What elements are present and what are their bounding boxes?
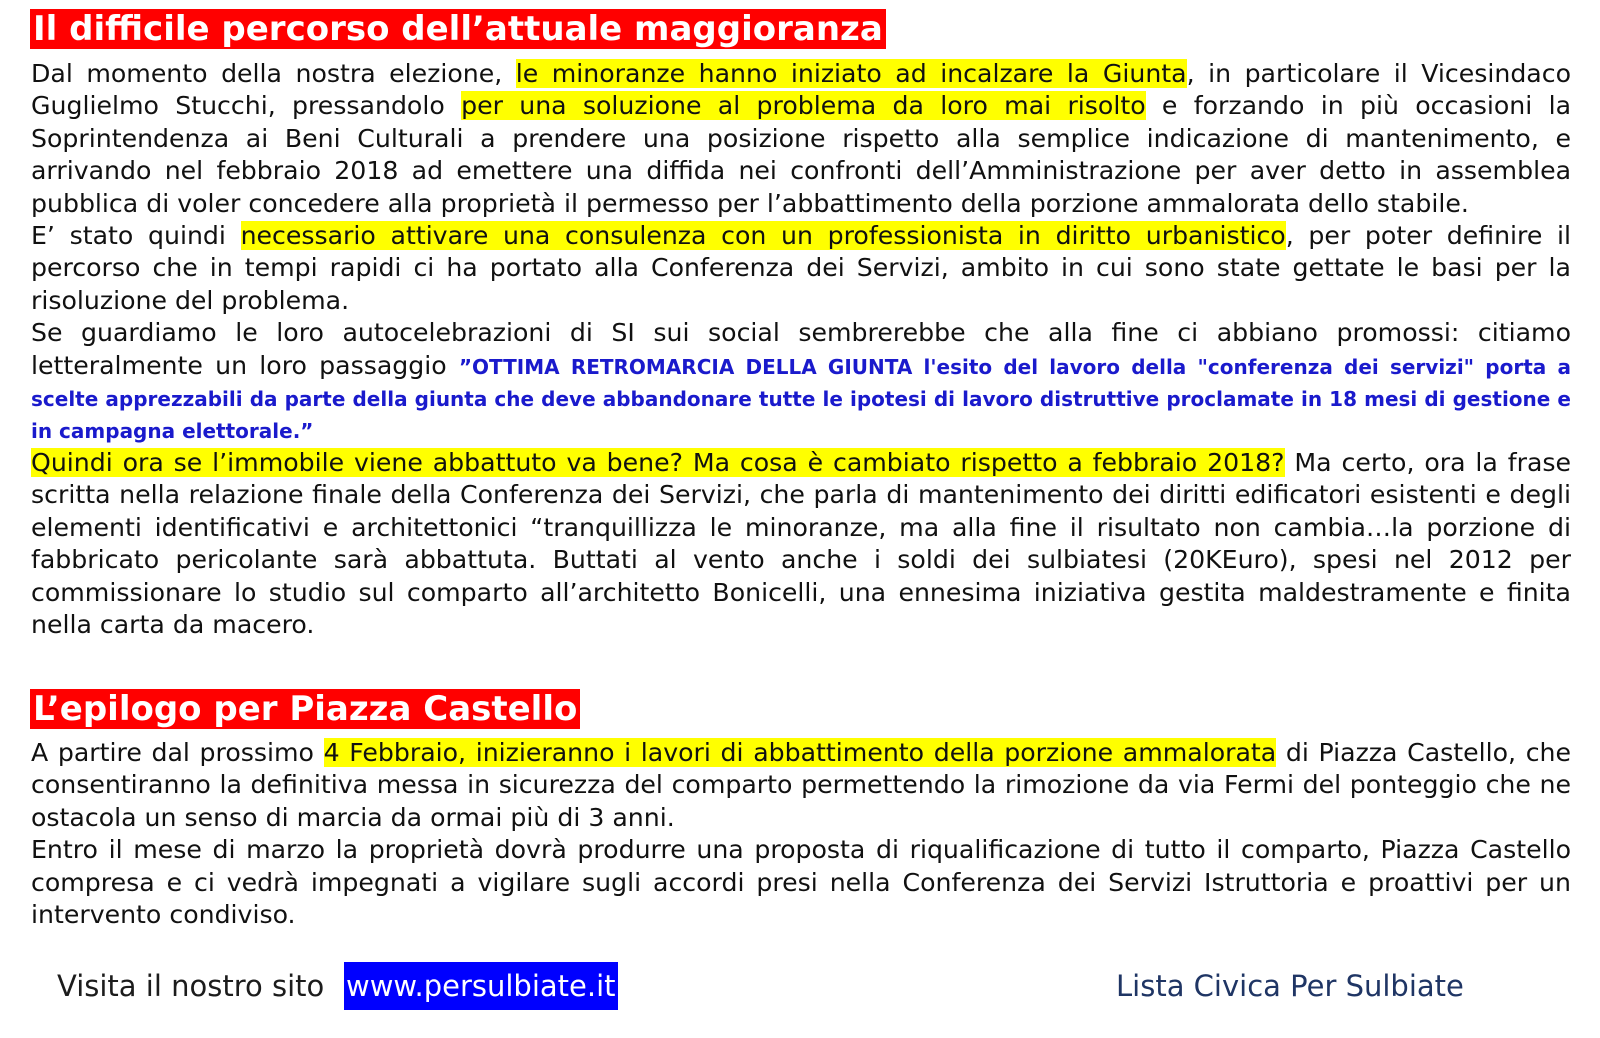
highlighted-text: le minoranze hanno iniziato ad incalzare la Giunta (515, 59, 1187, 88)
paragraph-text: E’ stato quindi (31, 221, 241, 251)
paragraph-text: Entro il mese di marzo la proprietà dovrà produrre una proposta di riqualificazione di tutto il comparto, Piazza Castello compresa e ci vedrà impegnati a vigilare sugli accordi presi nella Conferenza dei Servizi Istruttoria e proattivi per un intervento condiviso. (31, 835, 1571, 930)
section2-paragraph-1 (31, 737, 1571, 834)
highlighted-text: 4 Febbraio, inizieranno i lavori di abbattimento della porzione ammalorata (323, 738, 1277, 767)
paragraph-text: A partire dal prossimo (31, 738, 324, 767)
section2-heading-text: L’epilogo per Piazza Castello (30, 689, 580, 729)
section1-heading (30, 8, 886, 50)
paragraph-text: Dal momento della nostra elezione, (31, 59, 516, 88)
section1-paragraph-4 (31, 447, 1571, 641)
highlighted-text: Quindi ora se l’immobile viene abbattuto va bene? Ma cosa è cambiato rispetto a febbraio 2018? (31, 447, 1285, 477)
section2-paragraph-2 (31, 834, 1571, 931)
social-quote: ”OTTIMA RETROMARCIA DELLA GIUNTA l'esito del lavoro della "conferenza dei servizi" porta a scelte apprezzabili da parte della giunta che deve abbandonare tutte le ipotesi di lavoro distruttive proclamate in 18 mesi di gestione e in campagna elettorale.” (31, 354, 1571, 444)
highlighted-text: necessario attivare una consulenza con un professionista in diritto urbanistico (240, 221, 1286, 251)
highlighted-text: per una soluzione al problema da loro mai risolto (461, 91, 1146, 121)
paragraph-text: Se guardiamo le loro autocelebrazioni di SI sui social sembrerebbe che alla fine ci abbiano promossi: citiamo letteralmente un loro passaggio (31, 318, 1571, 380)
paragraph-text: , per poter definire il percorso che in tempi rapidi ci ha portato alla Conferenza dei Servizi, ambito in cui sono state gettate le basi per la risoluzione del problema. (31, 221, 1572, 315)
section1-paragraph-1 (31, 58, 1571, 220)
section2-heading (30, 688, 580, 730)
organization-name: Lista Civica Per Sulbiate (1116, 969, 1464, 1003)
section1-paragraph-3 (31, 317, 1571, 447)
paragraph-text: di Piazza Castello, che consentiranno la definitiva messa in sicurezza del comparto permettendo la rimozione da via Fermi del ponteggio che ne ostacola un senso di marcia da ormai più di 3 anni. (31, 738, 1572, 832)
section1-body (31, 58, 1571, 641)
section1-heading-text: Il difficile percorso dell’attuale maggioranza (30, 9, 886, 49)
paragraph-text: Ma certo, ora la frase scritta nella relazione finale della Conferenza dei Servizi, che parla di mantenimento dei diritti edificatori esistenti e degli elementi identificativi e architettonici “tranquillizza le minoranze, ma alla fine il risultato non cambia…la porzione di fabbricato pericolante sarà abbattuta. Buttati al vento anche i soldi dei sulbiatesi (20KEuro), spesi nel 2012 per commissionare lo studio sul comparto all’architetto Bonicelli, una ennesima iniziativa gestita maldestramente e finita nella carta da macero. (31, 447, 1571, 639)
website-link[interactable]: www.persulbiate.it (344, 962, 618, 1010)
paragraph-text: , in particolare il Vicesindaco Guglielmo Stucchi, pressandolo (31, 59, 1572, 121)
visit-site-label: Visita il nostro sito (57, 969, 325, 1003)
section2-body (31, 737, 1571, 931)
paragraph-text: e forzando in più occasioni la Soprintendenza ai Beni Culturali a prendere una posizione rispetto alla semplice indicazione di mantenimento, e arrivando nel febbraio 2018 ad emettere una diffida nei confronti dell’Amministrazione per aver detto in assemblea pubblica di voler concedere alla proprietà il permesso per l’abbattimento della porzione ammalorata dello stabile. (31, 91, 1572, 218)
section1-paragraph-2 (31, 220, 1571, 317)
